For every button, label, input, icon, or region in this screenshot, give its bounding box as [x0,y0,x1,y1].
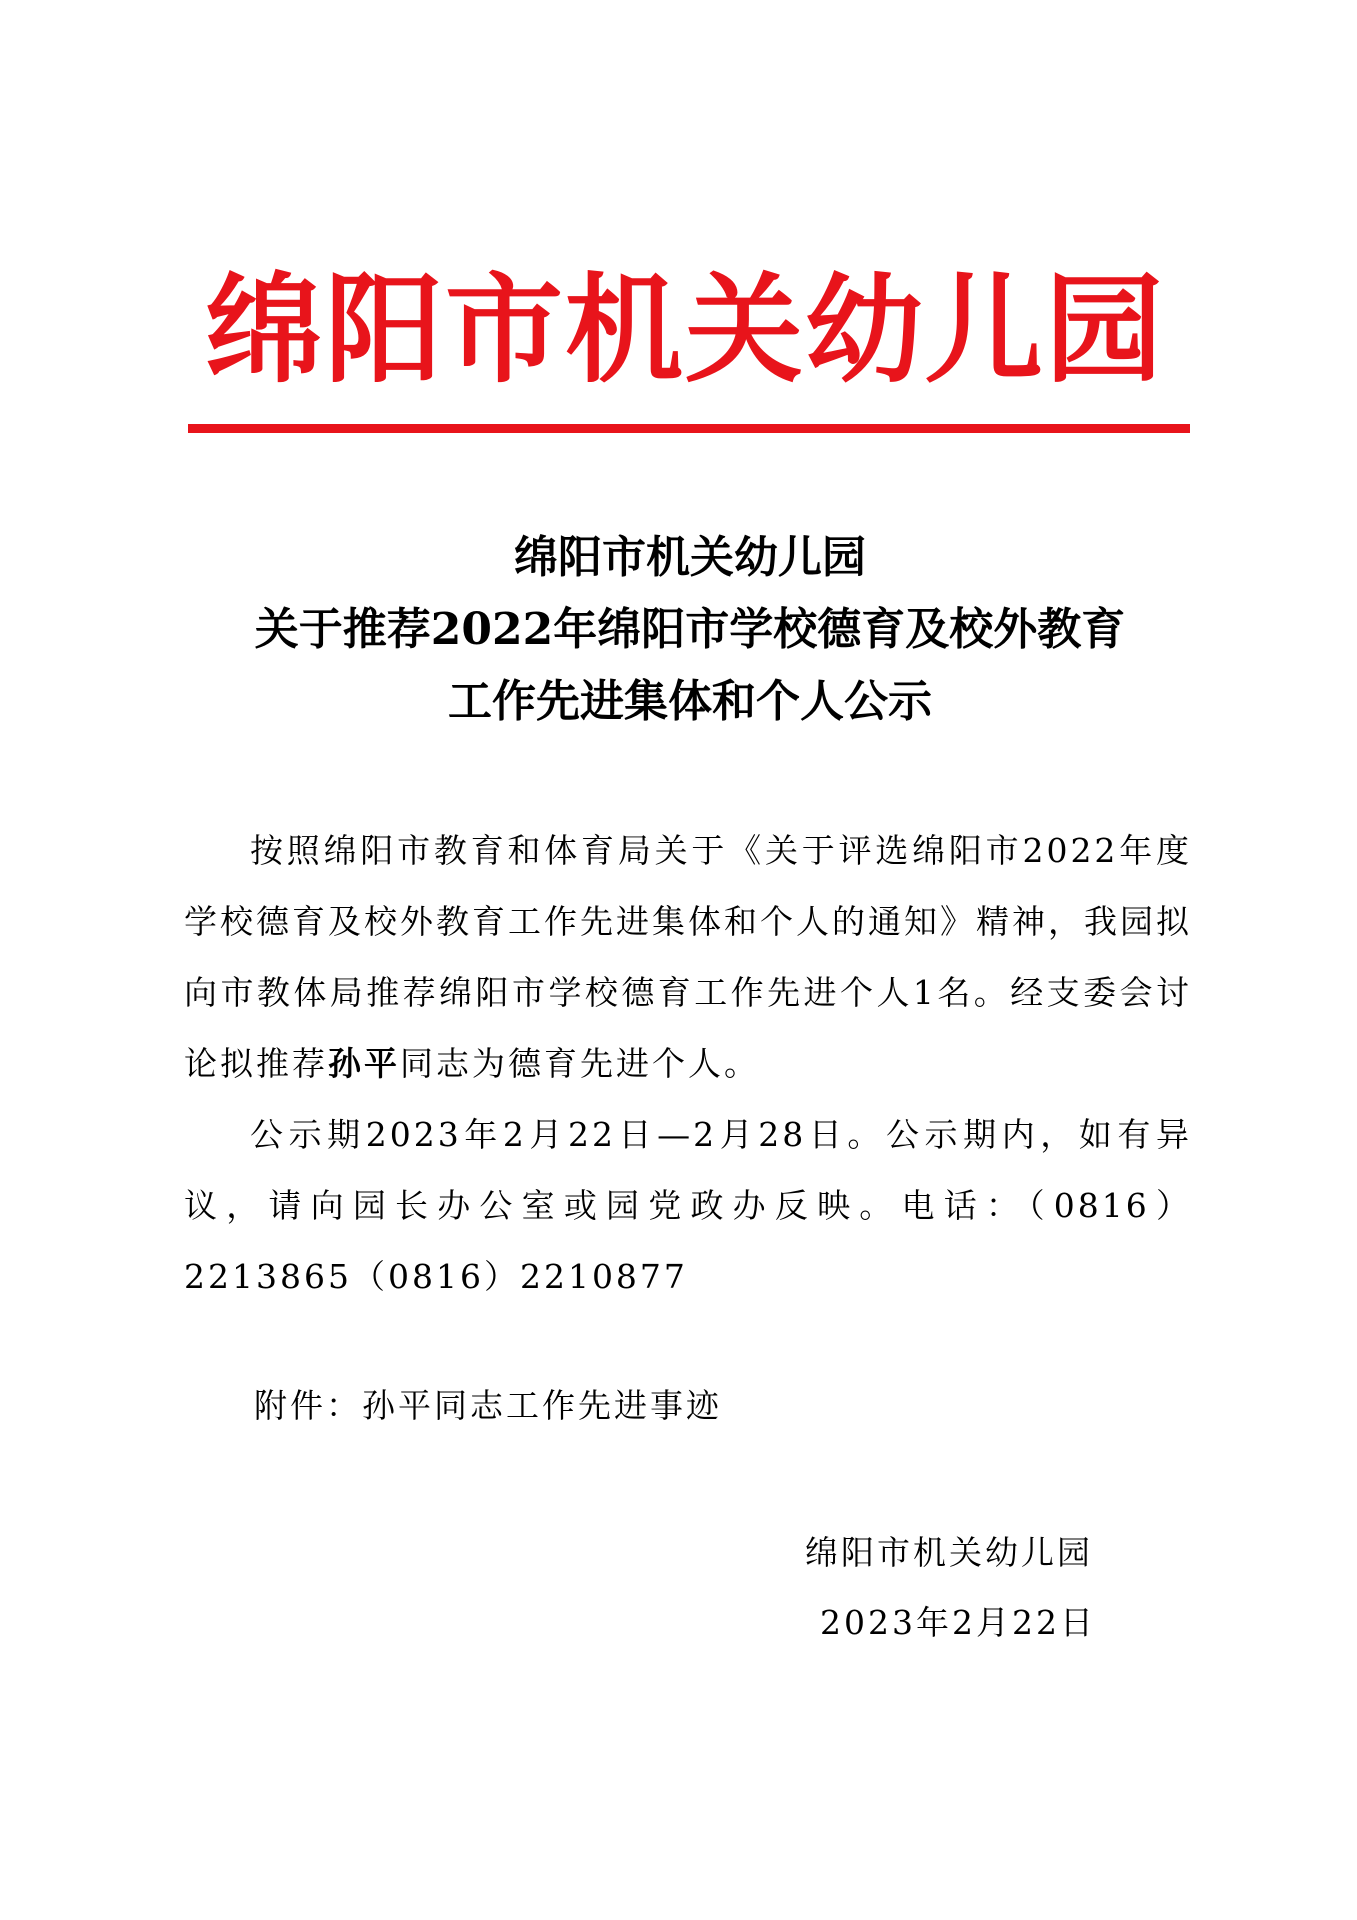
paragraph-1-ending: 同志为德育先进个人。 [400,1044,760,1083]
body-paragraph-2: 公示期2023年2月22日—2月28日。公示期内，如有异议，请向园长办公室或园党政办反映。电话：（0816）2213865（0816）2210877 [184,1115,1192,1296]
notice-title [150,522,1230,738]
notice-title-line-2: 关于推荐2022年绵阳市学校德育及校外教育 [254,604,1126,655]
body-paragraph-1 [184,815,1192,1099]
paragraph-1-text: 按照绵阳市教育和体育局关于《关于评选绵阳市2022年度学校德育及校外教育工作先进集体和个人的通知》精神，我园拟向市教体局推荐绵阳市学校德育工作先进个人1名。经支委会讨论拟推荐 [184,831,1192,1083]
signature-date: 2023年2月22日 [820,1603,1096,1642]
masthead-title: 绵阳市机关幼儿园 [204,261,1165,399]
signature-block [760,1518,1160,1658]
notice-title-line-1: 绵阳市机关幼儿园 [514,532,866,583]
notice-title-line-3: 工作先进集体和个人公示 [448,676,932,727]
masthead-red-rule [188,424,1190,433]
attachment-note: 附件：孙平同志工作先进事迹 [254,1386,722,1425]
signature-organization: 绵阳市机关幼儿园 [805,1533,1093,1572]
notice-body [184,815,1192,1312]
nominee-name: 孙平 [328,1044,400,1083]
